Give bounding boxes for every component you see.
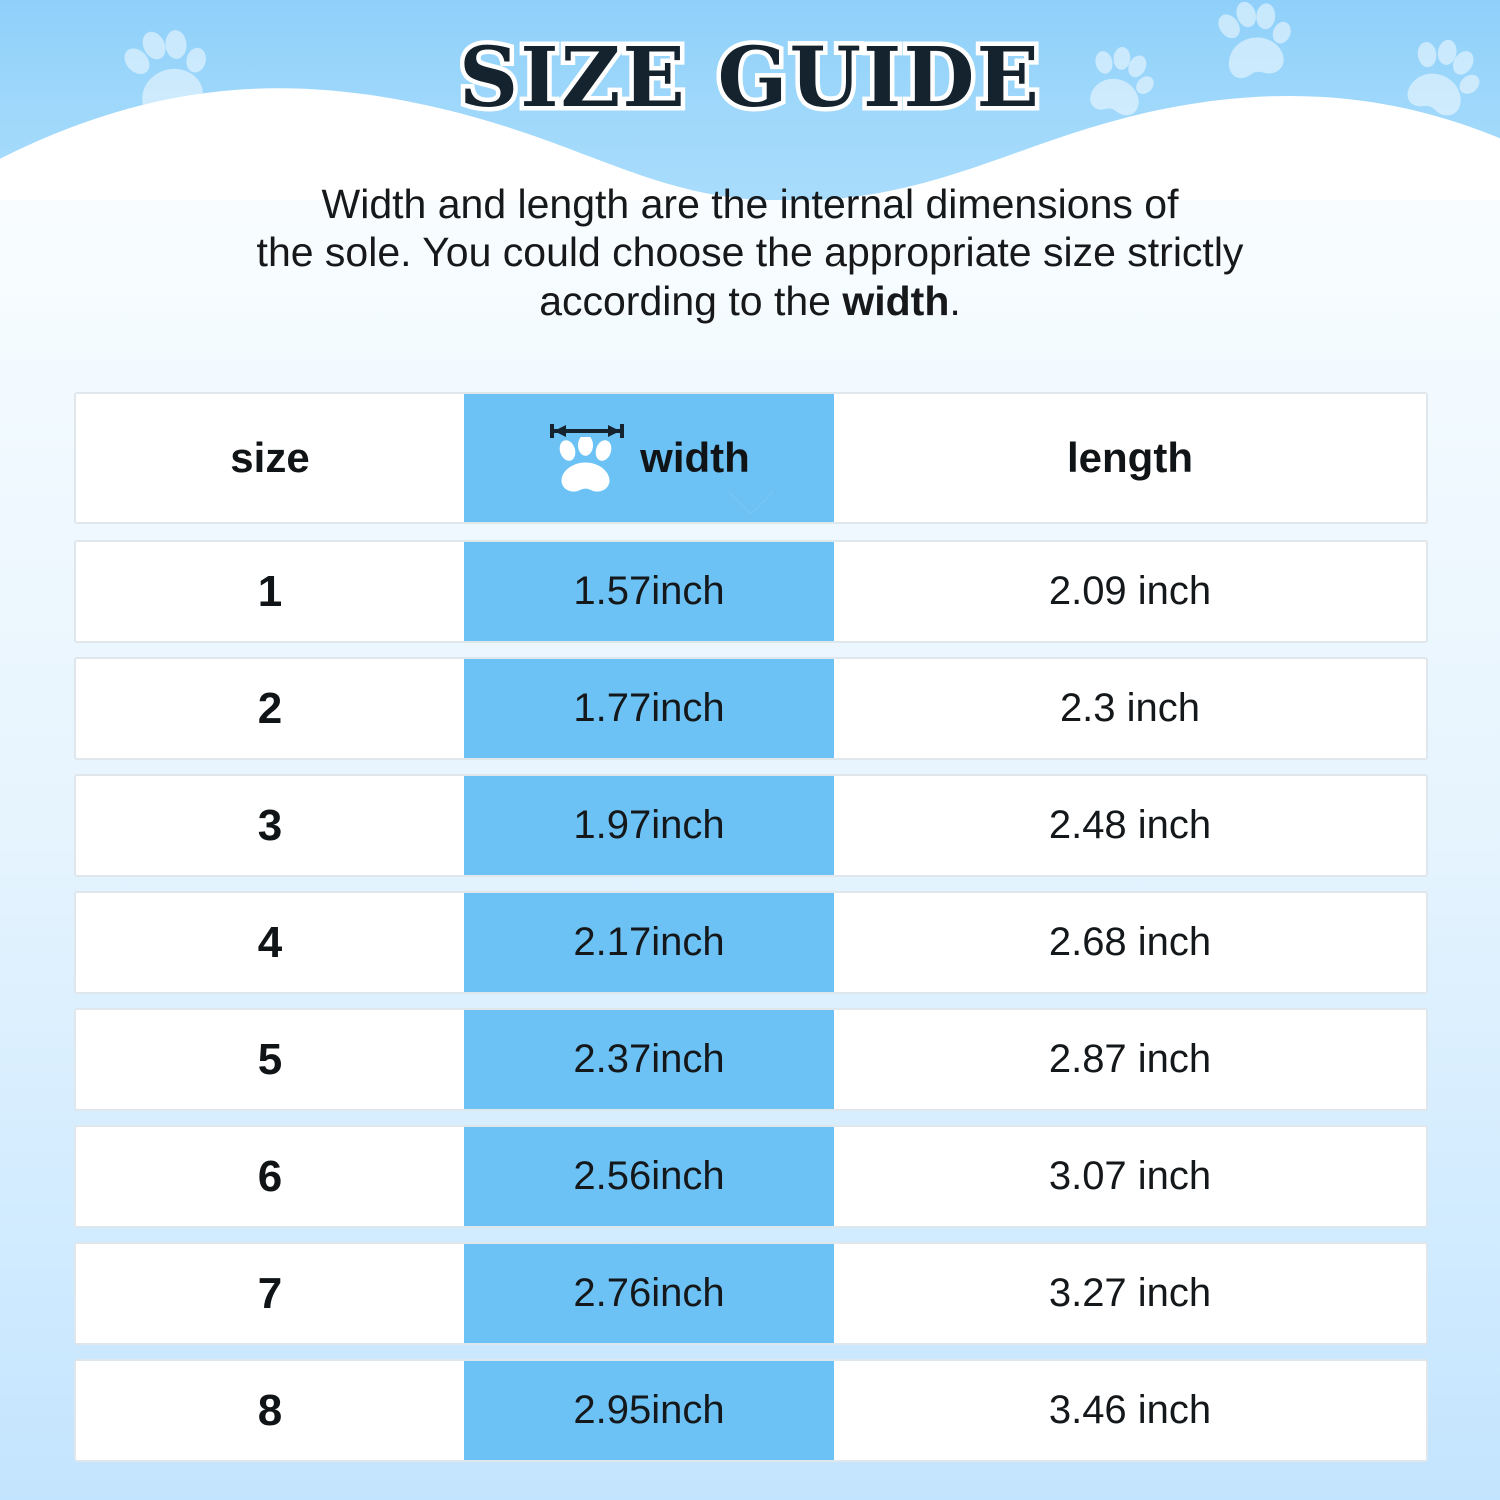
cell-size <box>76 1010 464 1109</box>
cell-size <box>76 1127 464 1226</box>
table-header-row <box>74 392 1428 524</box>
cell-size <box>76 542 464 641</box>
subtitle-line-1: Width and length are the internal dimensions of <box>321 181 1179 227</box>
size-table <box>74 392 1428 1476</box>
width-value: 1.57inch <box>573 569 725 613</box>
length-value: 2.68 inch <box>1048 920 1212 964</box>
cell-length <box>834 776 1426 875</box>
cell-length <box>834 1244 1426 1343</box>
column-header-size-label: size <box>230 434 310 481</box>
size-value: 6 <box>257 1151 283 1201</box>
cell-size <box>76 1361 464 1460</box>
cell-width <box>464 1010 834 1109</box>
cell-width <box>464 1244 834 1343</box>
page-title: SIZE GUIDE <box>459 30 1041 126</box>
table-row <box>74 1359 1428 1462</box>
cell-size <box>76 1244 464 1343</box>
cell-length <box>834 1361 1426 1460</box>
cell-length <box>834 542 1426 641</box>
cell-size <box>76 776 464 875</box>
cell-length <box>834 659 1426 758</box>
cell-length <box>834 1010 1426 1109</box>
column-header-length-label: length <box>1067 434 1193 481</box>
size-value: 4 <box>257 917 283 967</box>
subtitle-line-2: the sole. You could choose the appropriate size strictly <box>256 229 1244 276</box>
cell-length <box>834 1127 1426 1226</box>
column-header-length <box>834 394 1426 522</box>
cell-width <box>464 1127 834 1226</box>
subtitle-line-3-suffix: . <box>949 277 961 324</box>
length-value: 2.09 inch <box>1048 569 1212 613</box>
chevron-down-icon <box>729 492 773 514</box>
table-row <box>74 657 1428 760</box>
width-value: 2.76inch <box>573 1271 725 1315</box>
column-header-size <box>76 394 464 522</box>
column-header-width <box>464 394 834 522</box>
width-value: 2.37inch <box>573 1037 725 1081</box>
width-value: 1.77inch <box>573 686 725 730</box>
length-value: 2.48 inch <box>1048 803 1212 847</box>
width-value: 1.97inch <box>573 803 725 847</box>
cell-length <box>834 893 1426 992</box>
cell-size <box>76 659 464 758</box>
paw-width-measure-icon <box>548 421 626 495</box>
length-value: 3.46 inch <box>1048 1388 1212 1432</box>
length-value: 2.87 inch <box>1048 1037 1212 1081</box>
size-value: 8 <box>257 1385 283 1435</box>
table-row <box>74 774 1428 877</box>
subtitle-line-3-prefix: according to the <box>539 277 843 324</box>
subtitle-emphasis: width <box>842 277 950 324</box>
length-value: 2.3 inch <box>1059 686 1201 730</box>
size-value: 5 <box>257 1034 283 1084</box>
size-value: 7 <box>257 1268 283 1318</box>
table-row <box>74 540 1428 643</box>
header-banner <box>0 0 1500 200</box>
width-value: 2.17inch <box>573 920 725 964</box>
size-value: 1 <box>257 566 283 616</box>
table-row <box>74 1242 1428 1345</box>
length-value: 3.27 inch <box>1048 1271 1212 1315</box>
size-value: 3 <box>257 800 283 850</box>
table-body <box>74 540 1428 1462</box>
width-value: 2.56inch <box>573 1154 725 1198</box>
column-header-width-label: width <box>640 434 750 481</box>
cell-width <box>464 542 834 641</box>
cell-size <box>76 893 464 992</box>
width-value: 2.95inch <box>573 1388 725 1432</box>
table-row <box>74 1008 1428 1111</box>
table-row <box>74 891 1428 994</box>
cell-width <box>464 893 834 992</box>
size-value: 2 <box>257 683 283 733</box>
table-row <box>74 1125 1428 1228</box>
cell-width <box>464 1361 834 1460</box>
length-value: 3.07 inch <box>1048 1154 1212 1198</box>
cell-width <box>464 776 834 875</box>
cell-width <box>464 659 834 758</box>
subtitle-text <box>150 180 1350 325</box>
